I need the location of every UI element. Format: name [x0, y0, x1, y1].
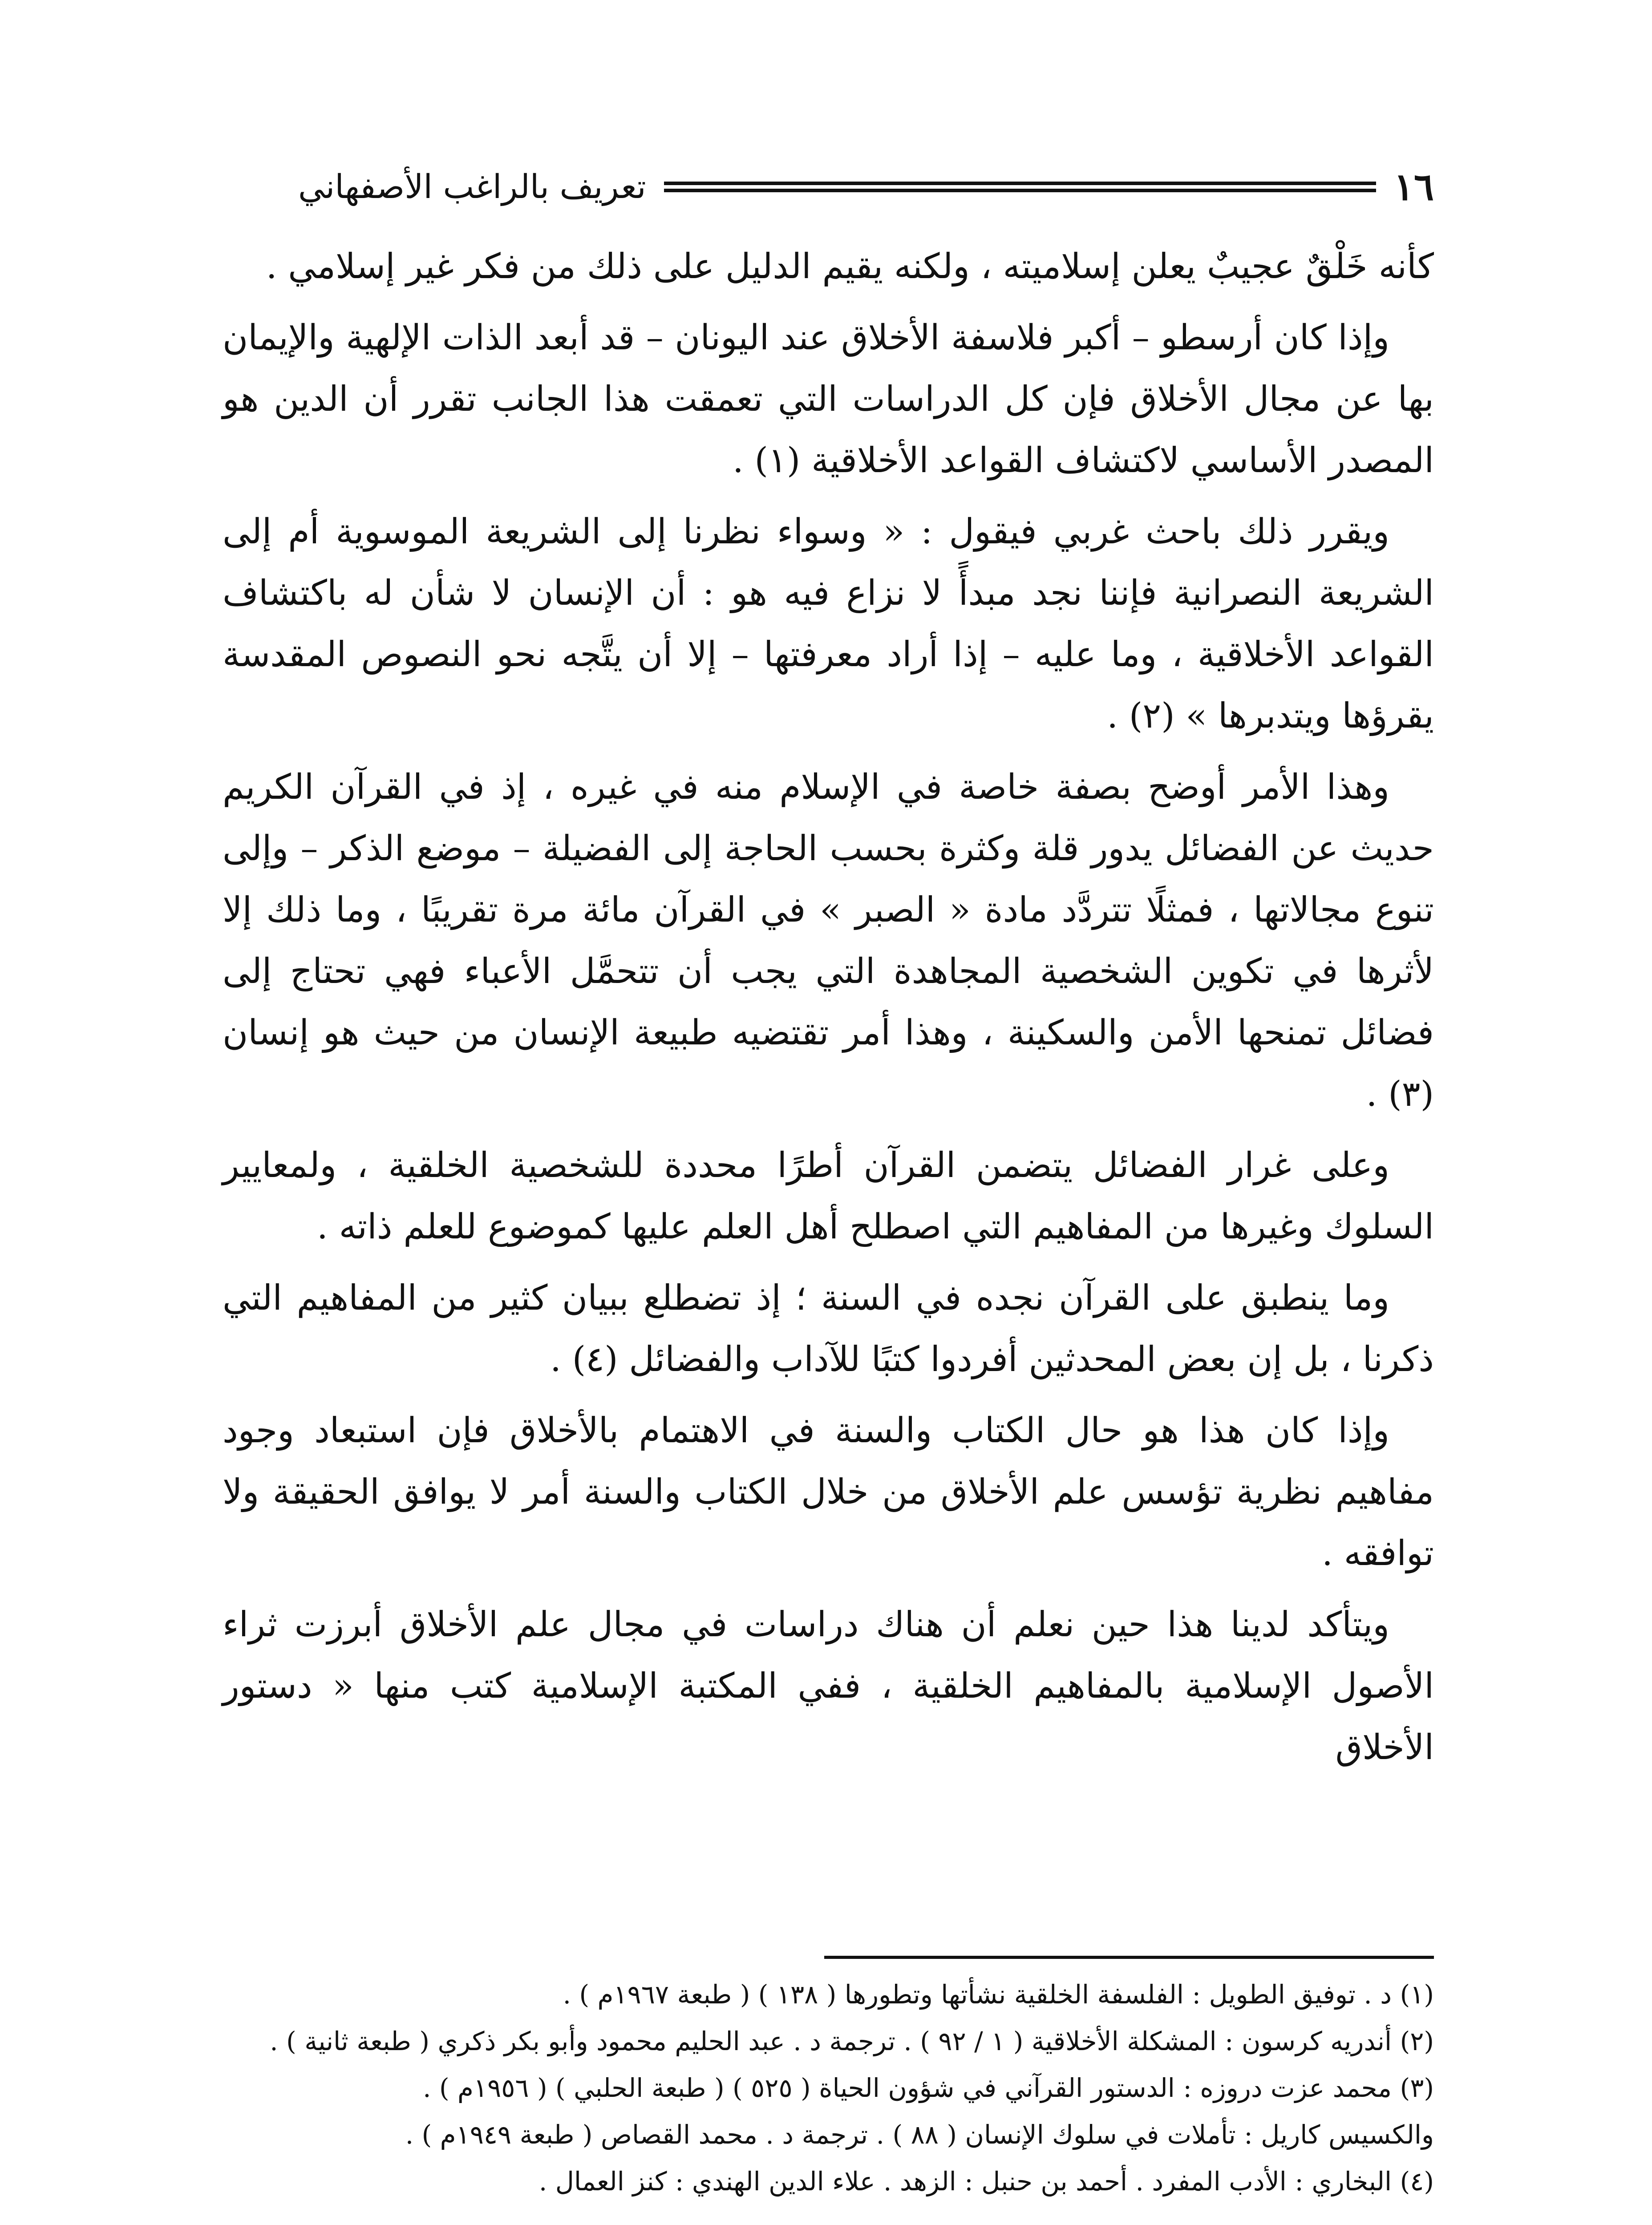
footnotes: [223, 1971, 1434, 2205]
paragraph: وما ينطبق على القرآن نجده في السنة ؛ إذ تضطلع ببيان كثير من المفاهيم التي ذكرنا ، بل إن بعض المحدثين أفردوا كتبًا للآداب والفضائل (٤) .: [223, 1278, 1434, 1380]
paragraph: وإذا كان هذا هو حال الكتاب والسنة في الاهتمام بالأخلاق فإن استبعاد وجود مفاهيم نظرية تؤسس علم الأخلاق من خلال الكتاب والسنة أمر لا يوافق الحقيقة ولا توافقه .: [223, 1411, 1434, 1574]
paragraph: ويتأكد لدينا هذا حين نعلم أن هناك دراسات في مجال علم الأخلاق أبرزت ثراء الأصول الإسلامية بالمفاهيم الخلقية ، ففي المكتبة الإسلامية كتب منها « دستور الأخلاق: [223, 1605, 1434, 1768]
running-title: تعريف بالراغب الأصفهاني: [298, 168, 646, 206]
paragraph: ويقرر ذلك باحث غربي فيقول : « وسواء نظرنا إلى الشريعة الموسوية أم إلى الشريعة النصرانية فإننا نجد مبدأً لا نزاع فيه هو : أن الإنسان لا شأن له باكتشاف القواعد الأخلاقية ، وما عليه – إذا أراد معرفتها – إلا أن يتَّجه نحو النصوص المقدسة يقرؤها ويتدبرها » (٢) .: [223, 512, 1434, 736]
page-number: ١٦: [1393, 165, 1434, 209]
paragraph: وإذا كان أرسطو – أكبر فلاسفة الأخلاق عند اليونان – قد أبعد الذات الإلهية والإيمان بها عن مجال الأخلاق فإن كل الدراسات التي تعمقت هذا الجانب تقرر أن الدين هو المصدر الأساسي لاكتشاف القواعد الأخلاقية (١) .: [223, 318, 1434, 481]
paragraph: وعلى غرار الفضائل يتضمن القرآن أطرًا محددة للشخصية الخلقية ، ولمعايير السلوك وغيرها من المفاهيم التي اصطلح أهل العلم عليها كموضوع للعلم ذاته .: [223, 1145, 1434, 1247]
footnote-separator: [824, 1956, 1434, 1959]
paragraph: وهذا الأمر أوضح بصفة خاصة في الإسلام منه في غيره ، إذ في القرآن الكريم حديث عن الفضائل يدور قلة وكثرة بحسب الحاجة إلى الفضيلة – موضع الذكر – وإلى تنوع مجالاتها ، فمثلًا تتردَّد مادة « الصبر » في القرآن مائة مرة تقريبًا ، وما ذلك إلا لأثرها في تكوين الشخصية المجاهدة التي يجب أن تتحمَّل الأعباء فهي تحتاج إلى فضائل تمنحها الأمن والسكينة ، وهذا أمر تقتضيه طبيعة الإنسان من حيث هو إنسان (٣) .: [223, 767, 1434, 1114]
footnote: (٤) البخاري : الأدب المفرد . أحمد بن حنبل : الزهد . علاء الدين الهندي : كنز العمال .: [539, 2166, 1434, 2197]
header-double-rule: [664, 182, 1376, 192]
footnote: (٢) أندريه كرسون : المشكلة الأخلاقية ( ١ / ٩٢ ) . ترجمة د . عبد الحليم محمود وأبو بكر ذكري ( طبعة ثانية ) .: [270, 2026, 1434, 2056]
page-header: [298, 160, 1434, 214]
paragraph: كأنه خَلْقٌ عجيبٌ يعلن إسلاميته ، ولكنه يقيم الدليل على ذلك من فكر غير إسلامي .: [266, 247, 1434, 287]
footnote: (٣) محمد عزت دروزه : الدستور القرآني في شؤون الحياة ( ٥٢٥ ) ( طبعة الحلبي ) ( ١٩٥٦م ) .: [423, 2073, 1434, 2103]
main-text: [223, 236, 1434, 1788]
footnote: (١) د . توفيق الطويل : الفلسفة الخلقية نشأتها وتطورها ( ١٣٨ ) ( طبعة ١٩٦٧م ) .: [563, 1979, 1434, 2010]
footnote: والكسيس كاريل : تأملات في سلوك الإنسان ( ٨٨ ) . ترجمة د . محمد القصاص ( طبعة ١٩٤٩م ) .: [405, 2120, 1434, 2150]
